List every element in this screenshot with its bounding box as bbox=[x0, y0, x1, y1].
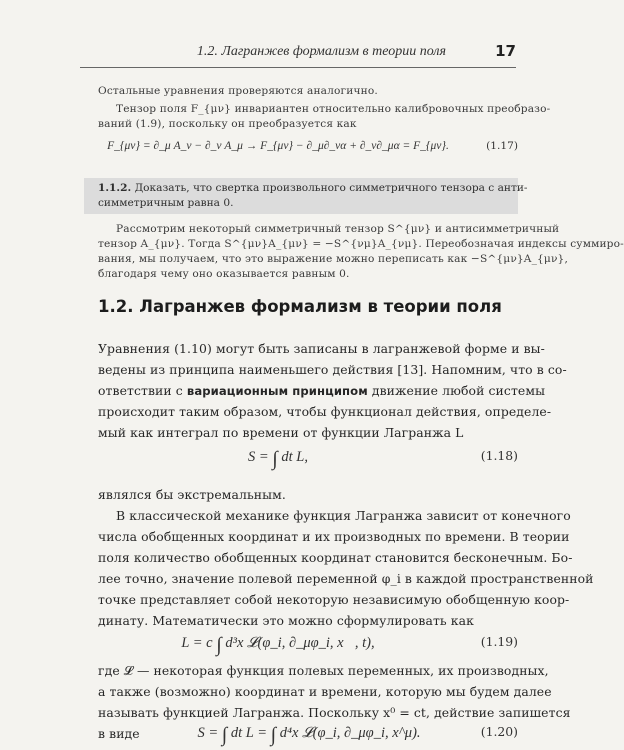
paragraph-3-line-4: происходит таким образом, чтобы функционал действия, определе- bbox=[98, 404, 552, 419]
paragraph-3-line-2: ведены из принципа наименьшего действия [13]. Напомним, что в со- bbox=[98, 362, 567, 377]
equation-1-19-formula bbox=[98, 634, 458, 657]
section-heading: 1.2. Лагранжев формализм в теории поля bbox=[98, 297, 502, 316]
paragraph-5-line-3: называть функцией Лагранжа. Поскольку x⁰ = ct, действие запишется bbox=[98, 705, 571, 720]
equation-1-17-formula: F_{μν} = ∂_μ A_ν − ∂_ν A_μ → F_{μν} − ∂_μ∂_να + ∂_ν∂_μα = F_{μν}. bbox=[107, 140, 449, 152]
paragraph-4-line-3: числа обобщенных координат и их производных по времени. В теории bbox=[98, 529, 570, 544]
running-title: 1.2. Лагранжев формализм в теории поля bbox=[196, 44, 446, 59]
equation-1-20-mid: dt L = bbox=[227, 725, 271, 741]
equation-1-18-rhs: dt L, bbox=[277, 449, 308, 465]
equation-1-20-number: (1.20) bbox=[480, 724, 518, 739]
paragraph-2-line-4: благодаря чему оно оказывается равным 0. bbox=[98, 268, 350, 280]
equation-1-20 bbox=[160, 724, 518, 746]
integral-sign: ∫ bbox=[272, 448, 278, 470]
header-rule bbox=[80, 67, 516, 68]
exercise-line-1-text: Доказать, что свертка произвольного симметричного тензора с анти- bbox=[134, 182, 528, 194]
running-header bbox=[80, 44, 516, 66]
equation-1-17 bbox=[98, 140, 518, 162]
paragraph-1-line-3: ваний (1.9), поскольку он преобразуется как bbox=[98, 118, 357, 130]
equation-1-19-number: (1.19) bbox=[480, 634, 518, 649]
equation-1-18-formula bbox=[98, 448, 458, 471]
equation-1-19-rhs: d³x 𝓛(φ_i, ∂_μφ_i, x⃗, t), bbox=[221, 635, 375, 651]
equation-1-19-lhs: L = c bbox=[181, 635, 217, 651]
equation-1-19 bbox=[98, 634, 518, 656]
paragraph-4-line-1: являлся бы экстремальным. bbox=[98, 487, 286, 502]
paragraph-5-line-2: а также (возможно) координат и времени, которую мы будем далее bbox=[98, 684, 552, 699]
paragraph-5-line-1: где 𝓛 — некоторая функция полевых переменных, их производных, bbox=[98, 663, 549, 678]
integral-sign: ∫ bbox=[221, 724, 228, 746]
paragraph-2-line-1: Рассмотрим некоторый симметричный тензор S^{μν} и антисимметричный bbox=[116, 223, 560, 235]
paragraph-3-line-5: мый как интеграл по времени от функции Лагранжа L bbox=[98, 425, 464, 440]
paragraph-4-line-4: поля количество обобщенных координат становится бесконечным. Бо- bbox=[98, 550, 573, 565]
equation-1-20-rhs: d⁴x 𝓛(φ_i, ∂_μφ_i, x^μ). bbox=[276, 725, 421, 741]
equation-1-18 bbox=[98, 448, 518, 470]
equation-1-20-formula bbox=[160, 724, 458, 747]
variational-principle-term: вариационным принципом bbox=[186, 384, 368, 398]
integral-sign: ∫ bbox=[270, 724, 277, 746]
equation-1-17-number: (1.17) bbox=[486, 140, 518, 152]
equation-1-20-lhs: S = bbox=[197, 725, 222, 741]
paragraph-4-line-5: лее точно, значение полевой переменной φ_i в каждой пространственной bbox=[98, 571, 594, 586]
integral-sign: ∫ bbox=[216, 634, 222, 656]
page-number: 17 bbox=[495, 42, 516, 60]
paragraph-3-line-1: Уравнения (1.10) могут быть записаны в лагранжевой форме и вы- bbox=[98, 341, 545, 356]
exercise-line-2: симметричным равна 0. bbox=[98, 197, 234, 209]
equation-1-18-lhs: S = bbox=[248, 449, 273, 465]
paragraph-4-line-2: В классической механике функция Лагранжа зависит от конечного bbox=[116, 508, 571, 523]
paragraph-4-line-6: точке представляет собой некоторую независимую обобщенную коор- bbox=[98, 592, 570, 607]
exercise-label: 1.1.2. bbox=[98, 182, 132, 194]
paragraph-1-line-1: Остальные уравнения проверяются аналогично. bbox=[98, 85, 378, 97]
paragraph-3-line-3 bbox=[98, 380, 546, 402]
paragraph-5-line-4: в виде bbox=[98, 726, 140, 741]
paragraph-4-line-7: динату. Математически это можно сформулировать как bbox=[98, 613, 474, 628]
exercise bbox=[98, 181, 528, 211]
paragraph-2-line-2: тензор A_{μν}. Тогда S^{μν}A_{μν} = −S^{νμ}A_{νμ}. Переобозначая индексы суммиро- bbox=[98, 238, 624, 250]
paragraph-2-line-3: вания, мы получаем, что это выражение можно переписать как −S^{μν}A_{μν}, bbox=[98, 253, 568, 265]
equation-1-18-number: (1.18) bbox=[480, 448, 518, 463]
paragraph-1-line-2: Тензор поля F_{μν} инвариантен относительно калибровочных преобразо- bbox=[116, 103, 551, 115]
paragraph-3-line-3-start: ответствии с bbox=[98, 383, 187, 398]
paragraph-3-line-3-end: движение любой системы bbox=[367, 383, 546, 398]
exercise-line-1 bbox=[98, 181, 528, 196]
